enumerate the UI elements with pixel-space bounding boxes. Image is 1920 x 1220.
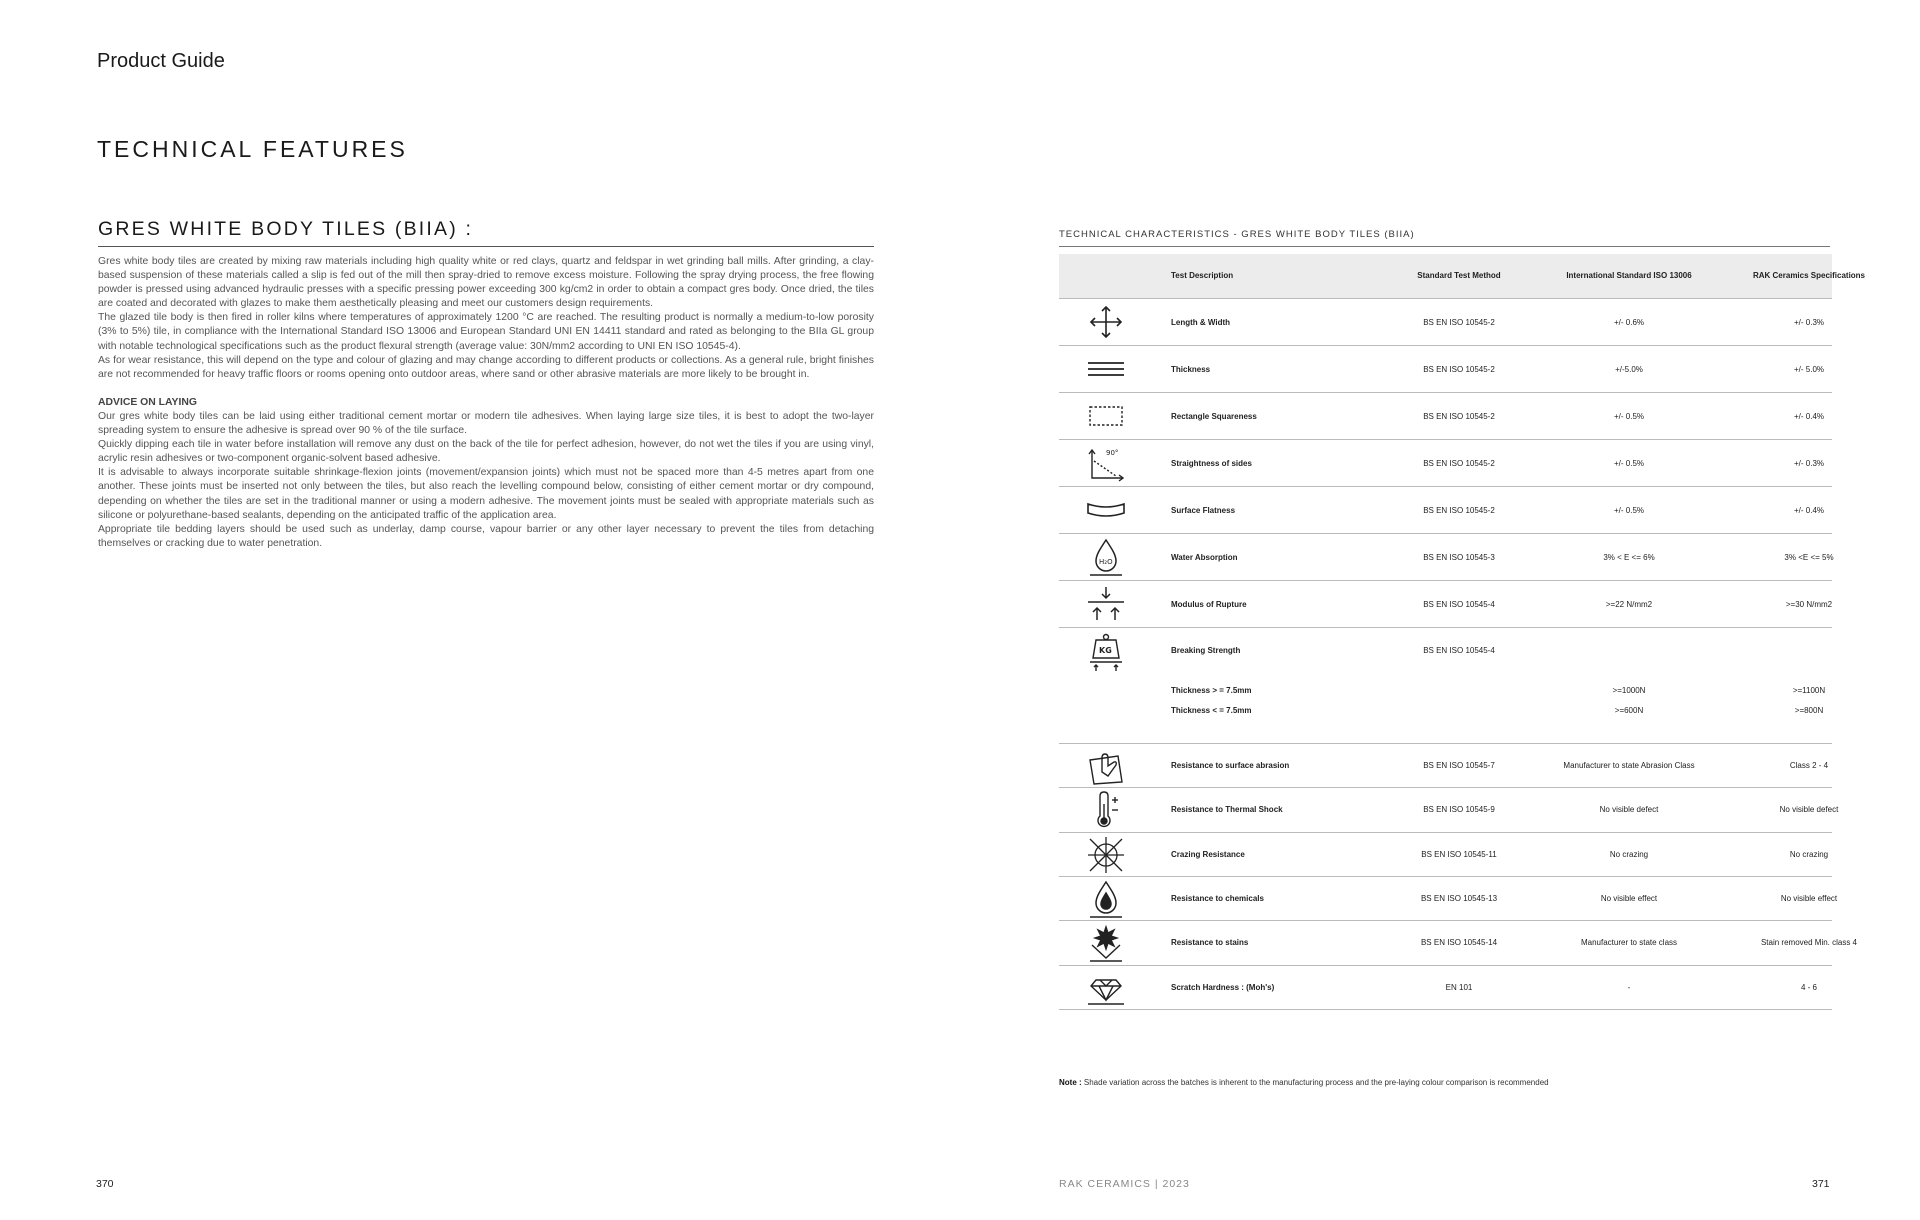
paragraph: Gres white body tiles are created by mixing raw materials including high quality white or red clays, quartz and feldspar in wet grinding ball mills. After grinding, a clay-based suspension of these materials called a slip is fed out of the mill then spray-dried to remove excess moisture. Following the spray drying process, the free flowing powder is pressed using advanced hydraulic presses with a specific pressing power exceeding 300 kg/cm2 in order to obtain a compact gres body. Once dried, the tiles are coated and decorated with glazes to make them aesthetically pleasing and meet our customers design requirements. (98, 256, 874, 310)
test-method: BS EN ISO 10545-4 (1423, 600, 1495, 609)
international-value: 3% < E <= 6% (1603, 553, 1655, 562)
table-row (1059, 534, 1832, 581)
table-row (1059, 440, 1832, 487)
arrows-cross-icon (1086, 302, 1126, 342)
international-value: No visible defect (1599, 805, 1659, 814)
test-method: BS EN ISO 10545-4 (1423, 646, 1495, 655)
sub-row-description: Thickness > = 7.5mm (1171, 686, 1252, 695)
section-heading: GRES WHITE BODY TILES (BIIA) : (98, 218, 474, 240)
rak-value: +/- 0.4% (1793, 506, 1824, 515)
water-drop-icon (1086, 537, 1126, 577)
header-international-standard: International Standard ISO 13006 (1566, 271, 1692, 280)
rak-value: Stain removed Min. class 4 (1760, 938, 1858, 947)
paragraph: It is advisable to always incorporate suitable shrinkage-flexion joints (movement/expansion joints) which must not be spaced more than 4-5 metres apart from one another. These joints must be inserted not only between the tiles, but also reach the levelling compound below, consisting of either cement mortar or dry compound, depending on whether the tiles are set in the traditional manner or using a modern adhesive. The movement joints must be sealed with appropriate materials such as silicone or polyurethane-based sealants, depending on the anticipated traffic of the application area. (98, 467, 874, 521)
test-method: BS EN ISO 10545-2 (1423, 365, 1495, 374)
test-description: Resistance to surface abrasion (1171, 761, 1290, 770)
test-description: Resistance to chemicals (1171, 894, 1264, 903)
table-row (1059, 744, 1832, 788)
international-value: +/- 0.5% (1613, 459, 1644, 468)
table-row (1059, 966, 1832, 1010)
international-value: Manufacturer to state Abrasion Class (1563, 761, 1695, 770)
page-number-right: 371 (1812, 1178, 1830, 1190)
drop-label: H₂O (1099, 558, 1113, 566)
rak-value: 4 - 6 (1800, 983, 1817, 992)
note (1059, 1078, 1549, 1087)
table-header (1059, 254, 1866, 299)
test-method: BS EN ISO 10545-11 (1421, 850, 1497, 859)
test-description: Thickness (1171, 365, 1211, 374)
rupture-arrows-icon (1086, 584, 1126, 624)
weight-kg-icon (1086, 632, 1126, 672)
table-row (1059, 487, 1832, 534)
paragraph: Appropriate tile bedding layers should be used such as underlay, damp course, vapour barrier or any other layer necessary to prevent the tiles from detaching themselves or cracking due to water penetration. (98, 523, 874, 549)
rak-value: >=1100N (1792, 686, 1826, 695)
test-method: BS EN ISO 10545-9 (1423, 805, 1495, 814)
rak-value: No visible effect (1780, 894, 1838, 903)
curved-surface-icon (1086, 490, 1126, 530)
table-row (1059, 833, 1832, 877)
table-title-divider (1059, 246, 1830, 247)
paragraph: As for wear resistance, this will depend on the type and colour of glazing and may change according to different products or collections. As a general rule, bright finishes are not recommended for heavy traffic floors or rooms opening onto outdoor areas, where sand or other abrasive materials are more likely to be brought in. (98, 354, 874, 380)
test-method: BS EN ISO 10545-2 (1423, 506, 1495, 515)
international-value: No crazing (1609, 850, 1649, 859)
table-row (1059, 788, 1839, 833)
test-description: Rectangle Squareness (1171, 412, 1257, 421)
test-description: Crazing Resistance (1171, 850, 1245, 859)
table-row (1059, 877, 1838, 921)
rak-value: No crazing (1789, 850, 1829, 859)
test-method: BS EN ISO 10545-13 (1420, 894, 1498, 903)
international-value: +/- 0.5% (1613, 506, 1644, 515)
thermometer-icon (1086, 790, 1126, 830)
advice-heading: ADVICE ON LAYING (98, 396, 197, 408)
international-value: Manufacturer to state class (1580, 938, 1678, 947)
rak-value: +/- 0.4% (1793, 412, 1824, 421)
international-value: +/- 0.6% (1613, 318, 1644, 327)
test-method: BS EN ISO 10545-2 (1423, 412, 1495, 421)
footer-brand: RAK CERAMICS | 2023 (1059, 1178, 1190, 1190)
note-label: Note : (1059, 1078, 1082, 1087)
test-description: Surface Flatness (1171, 506, 1236, 515)
sub-row-description: Thickness < = 7.5mm (1171, 706, 1252, 715)
chemical-drop-icon (1086, 879, 1126, 919)
test-method: BS EN ISO 10545-14 (1420, 938, 1498, 947)
test-description: Scratch Hardness : (Moh's) (1171, 983, 1275, 992)
header-test-description: Test Description (1171, 271, 1234, 280)
international-value: +/- 0.5% (1613, 412, 1644, 421)
crazing-icon (1086, 835, 1126, 875)
section-divider (98, 246, 874, 247)
body-text (98, 255, 874, 551)
test-description: Length & Width (1171, 318, 1231, 327)
rak-value: Class 2 - 4 (1789, 761, 1829, 770)
dashed-rectangle-icon (1086, 396, 1126, 436)
test-method: BS EN ISO 10545-3 (1423, 553, 1495, 562)
abrasion-hand-icon (1086, 746, 1126, 786)
table-row (1059, 581, 1832, 628)
table-row (1059, 921, 1858, 966)
page-title: TECHNICAL FEATURES (97, 136, 408, 162)
test-description: Breaking Strength (1171, 646, 1241, 655)
angle-label: 90° (1106, 449, 1119, 457)
product-guide-label: Product Guide (97, 50, 225, 72)
table-title: TECHNICAL CHARACTERISTICS - GRES WHITE BODY TILES (BIIA) (1059, 229, 1415, 240)
international-value: - (1627, 983, 1631, 992)
stain-icon (1086, 923, 1126, 963)
diamond-icon (1086, 968, 1126, 1008)
rak-value: +/- 5.0% (1793, 365, 1824, 374)
rak-value: >=800N (1794, 706, 1824, 715)
kg-label: KG (1099, 646, 1112, 655)
test-description: Straightness of sides (1171, 459, 1252, 468)
international-value: No visible effect (1600, 894, 1658, 903)
rak-value: +/- 0.3% (1793, 318, 1824, 327)
rak-value: No visible defect (1779, 805, 1839, 814)
international-value: >=1000N (1612, 686, 1646, 695)
thickness-lines-icon (1086, 349, 1126, 389)
test-method: EN 101 (1445, 983, 1473, 992)
test-description: Resistance to stains (1171, 938, 1249, 947)
international-value: >=600N (1614, 706, 1644, 715)
international-value: >=22 N/mm2 (1605, 600, 1653, 609)
paragraph: Our gres white body tiles can be laid using either traditional cement mortar or modern tile adhesives. When laying large size tiles, it is best to adopt the two-layer spreading system to ensure the adhesive is spread over 90 % of the tile surface. (98, 410, 874, 437)
table-row (1059, 346, 1832, 393)
rak-value: 3% <E <= 5% (1784, 553, 1834, 562)
test-method: BS EN ISO 10545-2 (1423, 318, 1495, 327)
paragraph: Quickly dipping each tile in water before installation will remove any dust on the back of the tile for perfect adhesion, however, do not wet the tiles if you are using vinyl, acrylic resin adhesives or two-component organic-solvent based adhesive. (98, 439, 874, 465)
test-method: BS EN ISO 10545-7 (1423, 761, 1495, 770)
paragraph: The glazed tile body is then fired in roller kilns where temperatures of approximately 1200 °C are reached. The resulting product is normally a medium-to-low porosity (3% to 5%) tile, in compliance with the International Standard ISO 13006 and European Standard UNI EN 14411 standard and rated as belonging to the BIIa GL group with notable technological specifications such as the product flexural strength (average value: 30N/mm2 according to UNI EN ISO 10545-4). (98, 312, 874, 352)
test-description: Water Absorption (1171, 553, 1238, 562)
header-standard-test-method: Standard Test Method (1417, 271, 1501, 280)
table-row (1059, 393, 1832, 440)
test-method: BS EN ISO 10545-2 (1423, 459, 1495, 468)
table-row (1059, 299, 1832, 346)
international-value: +/-5.0% (1615, 365, 1643, 374)
right-angle-icon (1086, 443, 1126, 483)
rak-value: >=30 N/mm2 (1785, 600, 1833, 609)
test-description: Modulus of Rupture (1171, 600, 1247, 609)
rak-value: +/- 0.3% (1793, 459, 1824, 468)
note-text: Shade variation across the batches is inherent to the manufacturing process and the pre-laying colour comparison is recommended (1081, 1078, 1549, 1087)
table-row-breaking-strength (1059, 628, 1832, 744)
test-description: Resistance to Thermal Shock (1171, 805, 1283, 814)
page-number-left: 370 (96, 1178, 114, 1190)
header-rak-specifications: RAK Ceramics Specifications (1752, 271, 1866, 280)
